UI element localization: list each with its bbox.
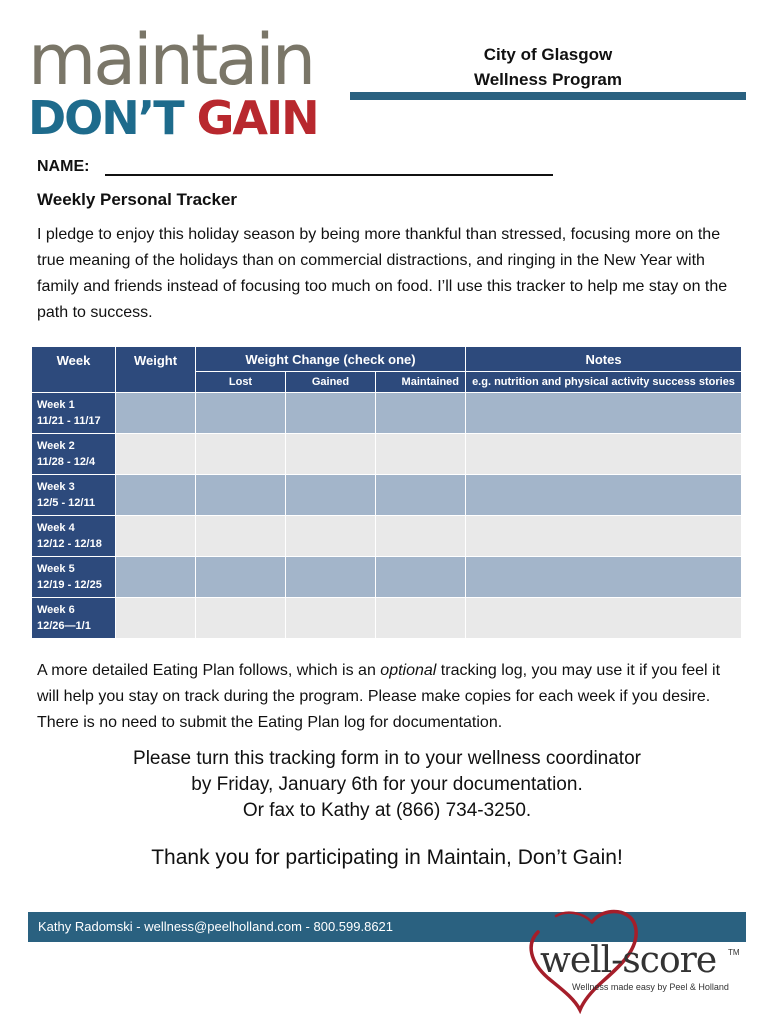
notes-cell[interactable] xyxy=(466,434,742,475)
well-score-tagline: Wellness made easy by Peel & Holland xyxy=(572,982,729,992)
maintained-cell[interactable] xyxy=(376,434,466,475)
maintained-cell[interactable] xyxy=(376,475,466,516)
week-label-cell xyxy=(32,475,116,516)
pledge-paragraph: I pledge to enjoy this holiday season by being more thankful than stressed, focusing more on the true meaning of the holidays than on commercial distractions, and ringing in the New Year with family and friends instead of focusing too much on food. I’ll use this tracker to help me stay on the path to success. xyxy=(37,226,728,321)
week-dates: 11/28 - 12/4 xyxy=(37,456,96,468)
turn-in-instructions xyxy=(37,746,737,824)
subheader-gained: Gained xyxy=(286,372,376,393)
lost-cell[interactable] xyxy=(196,393,286,434)
table-row xyxy=(32,598,742,639)
weight-cell[interactable] xyxy=(116,475,196,516)
lost-cell[interactable] xyxy=(196,475,286,516)
turnin-line-1: Please turn this tracking form in to your wellness coordinator xyxy=(133,748,641,769)
week-label: Week 3 xyxy=(37,481,75,493)
maintained-cell[interactable] xyxy=(376,393,466,434)
table-header-row xyxy=(32,347,742,372)
notes-cell[interactable] xyxy=(466,393,742,434)
subheader-notes-hint: e.g. nutrition and physical activity success stories xyxy=(466,372,742,393)
thank-you-message: Thank you for participating in Maintain, Don’t Gain! xyxy=(151,846,623,869)
trademark-mark: TM xyxy=(728,948,740,957)
table-row xyxy=(32,434,742,475)
lost-cell[interactable] xyxy=(196,516,286,557)
gained-cell[interactable] xyxy=(286,393,376,434)
turnin-line-2: by Friday, January 6th for your documentation. xyxy=(191,774,583,795)
lost-cell[interactable] xyxy=(196,557,286,598)
gained-cell[interactable] xyxy=(286,516,376,557)
weight-cell[interactable] xyxy=(116,516,196,557)
week-dates: 12/5 - 12/11 xyxy=(37,497,96,509)
week-label: Week 4 xyxy=(37,522,75,534)
gained-cell[interactable] xyxy=(286,598,376,639)
maintain-dont-gain-logo xyxy=(28,19,348,150)
logo-dont-word: DON’T xyxy=(28,91,183,145)
week-label-cell xyxy=(32,434,116,475)
footer-contact: Kathy Radomski - wellness@peelholland.com - 800.599.8621 xyxy=(38,919,394,934)
weekly-tracker-table xyxy=(31,346,742,639)
notes-cell[interactable] xyxy=(466,475,742,516)
followup-text-before: A more detailed Eating Plan follows, which is an xyxy=(37,662,381,679)
header-weight-change: Weight Change (check one) xyxy=(196,347,466,372)
header-rule xyxy=(350,92,746,100)
table-row xyxy=(32,393,742,434)
notes-cell[interactable] xyxy=(466,557,742,598)
table-row xyxy=(32,475,742,516)
week-label-cell xyxy=(32,557,116,598)
header-week: Week xyxy=(32,347,116,393)
turnin-line-3: Or fax to Kathy at (866) 734-3250. xyxy=(242,800,532,821)
gained-cell[interactable] xyxy=(286,557,376,598)
week-label: Week 6 xyxy=(37,604,75,616)
maintained-cell[interactable] xyxy=(376,598,466,639)
week-dates: 12/12 - 12/18 xyxy=(37,538,102,550)
logo-gain-word: GAIN xyxy=(196,91,318,145)
logo-dont-gain-words xyxy=(28,90,318,146)
maintained-cell[interactable] xyxy=(376,557,466,598)
weight-cell[interactable] xyxy=(116,557,196,598)
header-notes: Notes xyxy=(466,347,742,372)
week-label-cell xyxy=(32,393,116,434)
followup-text-after: tracking log, you may use it if you feel it will help you stay on track during the program. Please make copies for each week if you desire. There is no need to submit the Eating Plan log for documentation. xyxy=(37,662,721,731)
org-line-2: Wellness Program xyxy=(473,70,623,89)
subheader-maintained: Maintained xyxy=(376,372,466,393)
notes-cell[interactable] xyxy=(466,598,742,639)
maintained-cell[interactable] xyxy=(376,516,466,557)
table-row xyxy=(32,516,742,557)
table-row xyxy=(32,557,742,598)
organization-title xyxy=(430,42,666,92)
section-title: Weekly Personal Tracker xyxy=(37,190,238,209)
week-dates: 12/26—1/1 xyxy=(37,620,91,632)
weight-cell[interactable] xyxy=(116,598,196,639)
week-label: Week 5 xyxy=(37,563,75,575)
name-input-line[interactable] xyxy=(105,174,553,176)
weight-cell[interactable] xyxy=(116,393,196,434)
well-score-wordmark: well-score xyxy=(540,940,717,981)
weight-cell[interactable] xyxy=(116,434,196,475)
lost-cell[interactable] xyxy=(196,434,286,475)
lost-cell[interactable] xyxy=(196,598,286,639)
subheader-lost: Lost xyxy=(196,372,286,393)
gained-cell[interactable] xyxy=(286,434,376,475)
header-weight: Weight xyxy=(116,347,196,393)
eating-plan-paragraph xyxy=(37,658,743,736)
week-dates: 11/21 - 11/17 xyxy=(37,415,101,427)
week-label-cell xyxy=(32,516,116,557)
week-label-cell xyxy=(32,598,116,639)
week-label: Week 1 xyxy=(37,399,75,411)
week-dates: 12/19 - 12/25 xyxy=(37,579,102,591)
name-label: NAME: xyxy=(37,158,90,175)
gained-cell[interactable] xyxy=(286,475,376,516)
week-label: Week 2 xyxy=(37,440,75,452)
logo-maintain-word: maintain xyxy=(28,19,314,101)
notes-cell[interactable] xyxy=(466,516,742,557)
followup-optional-word: optional xyxy=(380,662,437,679)
org-line-1: City of Glasgow xyxy=(483,45,613,64)
